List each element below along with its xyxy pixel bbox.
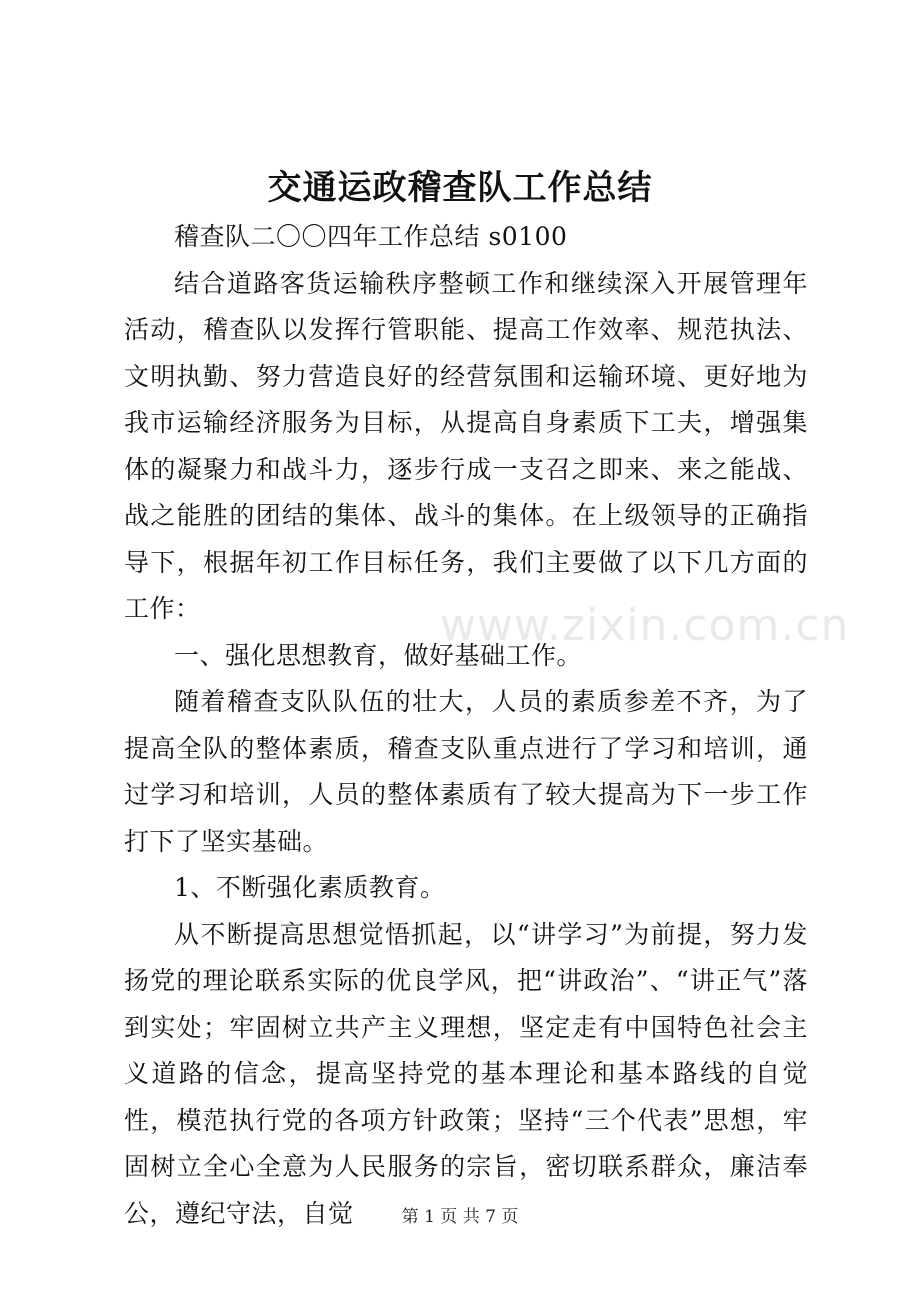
document-body bbox=[124, 214, 808, 1237]
page-footer: 第 1 页 共 7 页 bbox=[401, 1207, 519, 1227]
section-1-paragraph: 随着稽查支队队伍的壮大，人员的素质参差不齐，为了提高全队的整体素质，稽查支队重点进行了学习和培训，通过学习和培训，人员的整体素质有了较大提高为下一步工作打下了坚实基础。 bbox=[124, 687, 808, 856]
document-title: 交通运政稽查队工作总结 bbox=[267, 168, 653, 208]
subsection-1-paragraph: 从不断提高思想觉悟抓起，以“讲学习”为前提，努力发扬党的理论联系实际的优良学风，把“讲政治”、“讲正气”落到实处；牢固树立共产主义理想，坚定走有中国特色社会主义道路的信念，提高坚持党的基本理论和基本路线的自觉性，模范执行党的各项方针政策；坚持“三个代表”思想，牢固树立全心全意为人民服务的宗旨，密切联系群众，廉洁奉公，遵纪守法，自觉 bbox=[124, 919, 808, 1228]
section-heading-1: 一、强化思想教育，做好基础工作。 bbox=[174, 640, 583, 670]
intro-paragraph: 结合道路客货运输秩序整顿工作和继续深入开展管理年活动，稽查队以发挥行管职能、提高工作效率、规范执法、文明执勤、努力营造良好的经营氛围和运输环境、更好地为我市运输经济服务为目标，从提高自身素质下工夫，增强集体的凝聚力和战斗力，逐步行成一支召之即来、来之能战、战之能胜的团结的集体、战斗的集体。在上级领导的正确指导下，根据年初工作目标任务，我们主要做了以下几方面的工作： bbox=[124, 268, 808, 623]
subtitle-paragraph: 稽查队二〇〇四年工作总结 s0100 bbox=[174, 222, 568, 251]
subsection-heading-1: 1、不断强化素质教育。 bbox=[174, 873, 446, 902]
watermark: www.zixin.com.cn bbox=[440, 600, 850, 651]
